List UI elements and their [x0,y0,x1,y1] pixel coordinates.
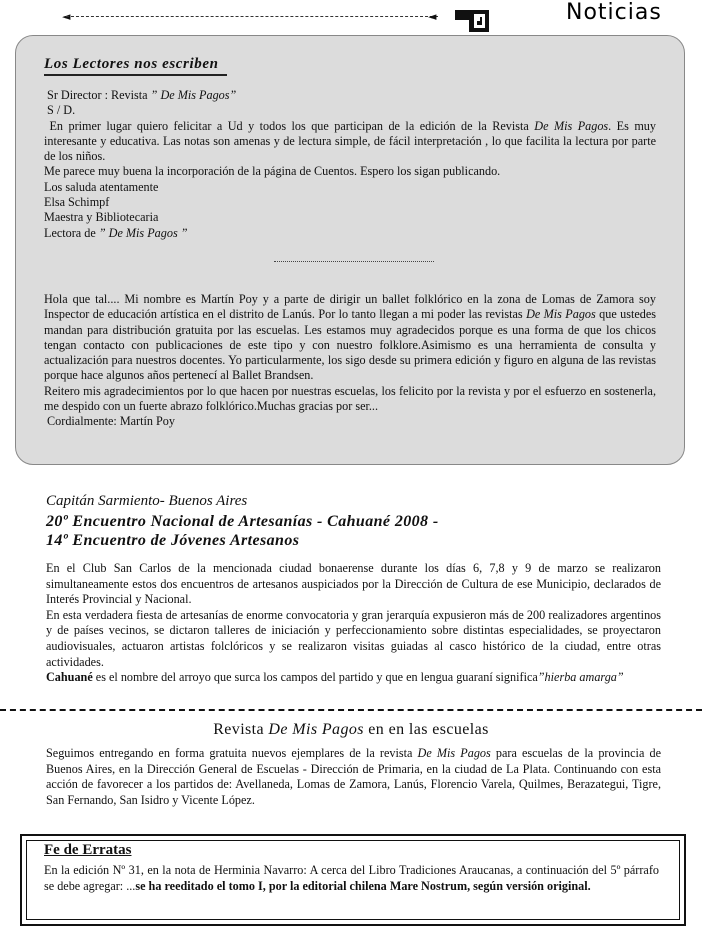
header-dashed-line [66,16,438,17]
magazine-name: De Mis Pagos [534,118,609,133]
letter2-signature: Cordialmente: Martín Poy [47,414,175,429]
letter2-p1-cont: que ustedes mandan para distribución gratuita por las escuelas. Les estamos muy agradecidos porque es una forma de que los chicos tengan contacto con publicaciones de este tipo y con nuestro folklore.Asimismo es una herramienta de consulta y actualización para nuestros docentes. Yo particularmente, los sigo desde su primera edición y figuro en alguna de las revistas porque hace algunos años pertenecí al Ballet Brandsen. [44,307,657,383]
event-p3: es el nombre del arroyo que surca los campos del partido y que en lengua guaraní significa [92,670,538,685]
schools-p-cont: para escuelas de la provincia de Buenos Aires, en la Dirección General de Escuelas - Dirección de Primaria, en la ciudad de La Plata. Continuando con esta acción de favorecer a los partidos de: Avellaneda, Lomas de Zamora, Lanús, Florencio Varela, Quilmes, Berazategui, Tigre, San Fernando, San Isidro y Vicente López. [46,746,661,807]
letter1-signature: Elsa Schimpf [44,195,110,210]
errata-text: En la edición Nº 31, en la nota de Herminia Navarro: A cerca del Libro Tradiciones Araucanas, a continuación del 5º párrafo se debe agregar: ... [44,863,659,893]
letter2-p1: Hola que tal.... Mi nombre es Martín Poy y a parte de dirigir un ballet folklórico en la zona de Lomas de Zamora soy Inspector de educación artística en el distrito de Lanús. Por lo tanto llegan a mi poder las revistas [44,292,656,322]
schools-title-b: en en las escuelas [363,721,489,738]
magazine-name: De Mis Pagos [417,746,491,760]
dotted-separator [274,261,434,262]
event-title-line1: 20º Encuentro Nacional de Artesanías - Cahuané 2008 - [46,513,439,530]
event-location: Capitán Sarmiento- Buenos Aires [46,493,248,509]
left-arrow-icon: ◄ [62,10,71,23]
cahuane-term: Cahuané [46,670,93,685]
magazine-name: De Mis Pagos [268,721,364,738]
errata-box [20,834,686,926]
greek-key-logo-icon [455,10,489,32]
schools-p: Seguimos entregando en forma gratuita nuevos ejemplares de la revista [46,746,418,760]
event-title [46,512,439,550]
right-arrow-icon: ◄ [428,10,437,23]
letters-box [15,35,685,465]
letter1-p1-cont: . Es muy interesante y educativa. Las notas son amenas y de lectura simple, de fácil interpretación , lo que facilita la lectura por parte de los niños. [44,118,656,164]
translation: ”hierba amarga” [537,670,624,685]
letter-elsa [44,88,656,241]
event-p1: En el Club San Carlos de la mencionada ciudad bonaerense durante los días 6, 7,8 y 9 de marzo se realizaron simultaneamente estos dos encuentros de artesanos auspiciados por la Dirección de Cultura de ese Municipio, declarados de Interés Provincial y Nacional. [46,561,661,607]
salutation: Sr Director : Revista [47,88,148,102]
letter1-closing: Los saluda atentamente [44,179,159,194]
schools-title [0,721,702,739]
letters-heading: Los Lectores nos escriben [44,56,227,76]
section-title: Noticias [566,0,662,25]
letter1-role: Maestra y Bibliotecaria [44,210,159,225]
reader-label: Lectora de [44,225,96,240]
letter1-p2: Me parece muy buena la incorporación de la página de Cuentos. Espero los sigan publicando. [44,164,501,179]
event-title-line2: 14º Encuentro de Jóvenes Artesanos [46,532,300,549]
magazine-name: ” De Mis Pagos” [150,88,237,102]
event-body [46,561,661,686]
event-p2: En esta verdadera fiesta de artesanías de enorme convocatoria y gran jerarquía expusieron más de 200 realizadores argentinos y de países vecinos, se dictaron talleres de iniciación y perfeccionamiento sobre distintas especialidades, se proyectaron audiovisuales, actuaron artistas folclóricos y se realizaron visitas guiadas al casco histórico de la ciudad, entre otras actividades. [46,607,661,669]
dashed-divider [0,709,702,711]
schools-title-a: Revista [213,721,269,738]
magazine-name: De Mis Pagos [526,307,596,322]
letter-martin [44,292,656,430]
sd-line: S / D. [47,103,76,118]
errata-body [44,863,659,894]
schools-body [46,746,661,808]
letter1-p1: En primer lugar quiero felicitar a Ud y todos los que participan de la edición de la Revista [49,118,535,133]
errata-title: Fe de Erratas [44,842,132,858]
magazine-name: ” De Mis Pagos ” [98,225,188,240]
letter2-p2: Reitero mis agradecimientos por lo que hacen por nuestras escuelas, los felicito por la revista y por el esfuerzo en sostenerla, me despido con un fuerte abrazo folklórico.Muchas gracias por ser... [44,383,656,414]
errata-bold-text: se ha reeditado el tomo I, por la editorial chilena Mare Nostrum, según versión original. [135,878,591,893]
